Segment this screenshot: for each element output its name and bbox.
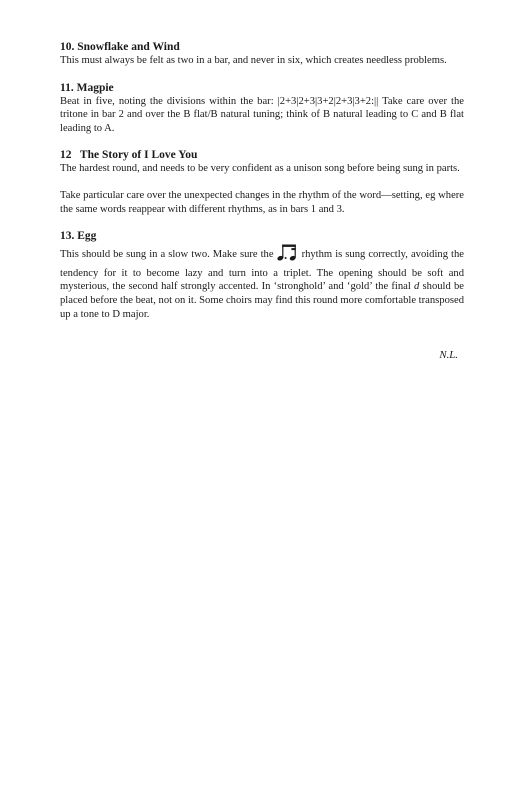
section-heading: 13. Egg (60, 230, 97, 243)
section-egg (60, 229, 464, 321)
document-page (60, 40, 464, 334)
section-paragraph: The hardest round, and needs to be very confident as a unison song before being sung in parts. (60, 163, 460, 175)
section-magpie (60, 81, 464, 136)
text-run: should be placed before the beat, not on it. Some choirs may find this round more comfortable transposed up a tone to D major. (60, 281, 465, 320)
section-paragraph (60, 243, 464, 321)
author-signature: N.L. (439, 349, 458, 361)
section-snowflake-and-wind (60, 40, 464, 68)
section-paragraph: Beat in five, noting the divisions within the bar: |2+3|2+3|3+2|2+3|3+2:|| Take care over the tritone in bar 2 and over the B flat/B natural tuning; think of B natural leading to C and B flat leading to A. (60, 95, 464, 134)
section-paragraph: This must always be felt as two in a bar, and never in six, which creates needless problems. (60, 55, 447, 66)
section-heading: 10. Snowflake and Wind (60, 41, 180, 53)
dotted-eighth-sixteenth-rhythm-icon (276, 243, 300, 267)
section-story-of-i-love-you (60, 148, 464, 216)
text-run-italic: d (414, 281, 420, 293)
section-paragraph: Take particular care over the unexpected changes in the rhythm of the word—setting, eg where the same words reappear with different rhythms, as in bars 1 and 3. (60, 189, 464, 215)
text-run: rhythm is sung correctly, avoiding the tendency for it to become lazy and turn into a triplet. The opening should be soft and mysterious, the second half strongly accented. In ‘stronghold’ and ‘gold’ the final (60, 249, 464, 293)
section-heading: 11. Magpie (60, 81, 114, 94)
section-heading: 12 The Story of I Love You (60, 149, 198, 162)
text-run: This should be sung in a slow two. Make sure the (60, 249, 274, 261)
